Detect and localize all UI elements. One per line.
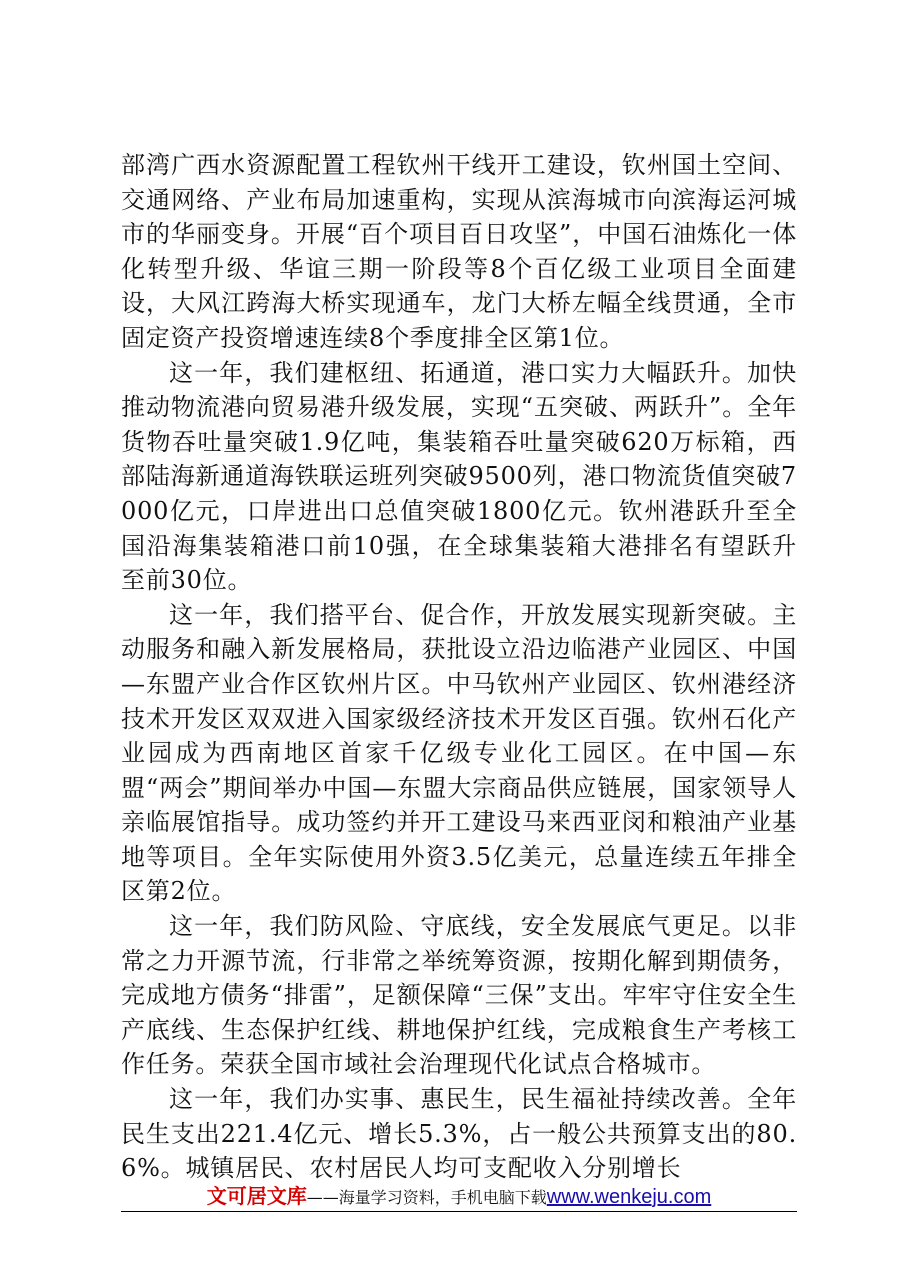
paragraph-livelihood: 这一年，我们办实事、惠民生，民生福祉持续改善。全年民生支出221.4亿元、增长5.3%，占一般公共预算支出的80.6%。城镇居民、农村居民人均可支配收入分别增长 [121, 1085, 797, 1183]
footer-divider [121, 1211, 797, 1212]
footer-website-link[interactable]: www.wenkeju.com [546, 1186, 712, 1208]
paragraph-opening-up: 这一年，我们搭平台、促合作，开放发展实现新突破。主动服务和融入新发展格局，获批设立沿边临港产业园区、中国—东盟产业合作区钦州片区。中马钦州产业园区、钦州港经济技术开发区双双进入国家级经济技术开发区百强。钦州石化产业园成为西南地区首家千亿级专业化工园区。在中国—东盟“两会”期间举办中国—东盟大宗商品供应链展，国家领导人亲临展馆指导。成功签约并开工建设马来西亚闵和粮油产业基地等项目。全年实际使用外资3.5亿美元，总量连续五年排全区第2位。 [121, 600, 797, 906]
paragraph-continuation: 部湾广西水资源配置工程钦州干线开工建设，钦州国土空间、交通网络、产业布局加速重构，实现从滨海城市向滨海运河城市的华丽变身。开展“百个项目百日攻坚”，中国石油炼化一体化转型升级、华谊三期一阶段等8个百亿级工业项目全面建设，大风江跨海大桥实现通车，龙门大桥左幅全线贯通，全市固定资产投资增速连续8个季度排全区第1位。 [121, 151, 797, 352]
page-footer [121, 1180, 797, 1214]
footer-brand: 文可居文库 [206, 1184, 307, 1208]
document-body [121, 148, 797, 1186]
paragraph-risk-prevention: 这一年，我们防风险、守底线，安全发展底气更足。以非常之力开源节流，行非常之举统筹资源，按期化解到期债务，完成地方债务“排雷”，足额保障“三保”支出。牢牢守住安全生产底线、生态保护红线、耕地保护红线，完成粮食生产考核工作任务。荣获全国市域社会治理现代化试点合格城市。 [121, 912, 797, 1079]
paragraph-port-development: 这一年，我们建枢纽、拓通道，港口实力大幅跃升。加快推动物流港向贸易港升级发展，实现“五突破、两跃升”。全年货物吞吐量突破1.9亿吨，集装箱吞吐量突破620万标箱，西部陆海新通道海铁联运班列突破9500列，港口物流货值突破7000亿元，口岸进出口总值突破1800亿元。钦州港跃升至全国沿海集装箱港口前10强，在全球集装箱大港排名有望跃升至前30位。 [121, 358, 797, 595]
footer-slogan: ——海量学习资料，手机电脑下载 [306, 1188, 547, 1207]
